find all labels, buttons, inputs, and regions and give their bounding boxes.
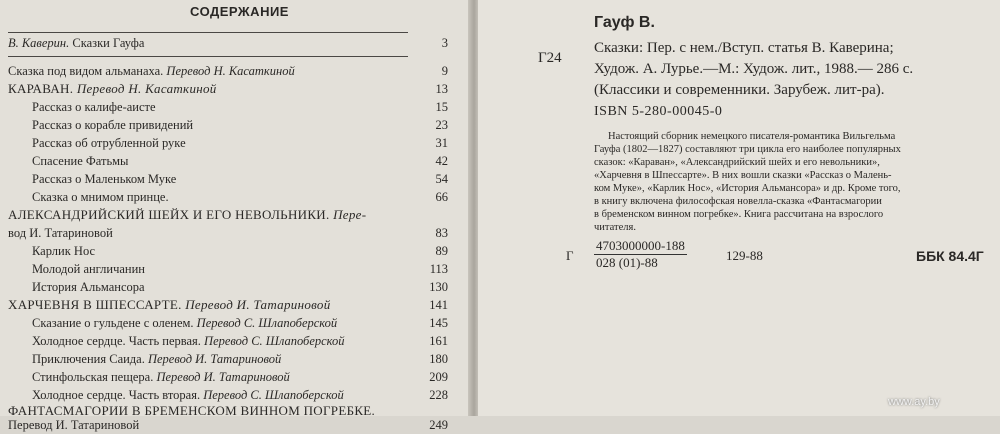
toc-entry: Холодное сердце. Часть вторая. Перевод С. Шлапоберской 228 — [32, 388, 448, 402]
toc-entry: Холодное сердце. Часть первая. Перевод С. Шлапоберской 161 — [32, 334, 448, 348]
biblio-line: Худож. А. Лурье.—М.: Худож. лит., 1988.— 286 с. — [594, 61, 914, 77]
annotation-line: сказок: «Караван», «Александрийский шейх и его невольники», — [594, 157, 880, 168]
toc-entry: Сказка о мнимом принце. 66 — [32, 190, 448, 204]
toc-entry: ХАРЧЕВНЯ В ШПЕССАРТЕ. Перевод И. Татариновой 141 — [8, 297, 448, 312]
toc-entry: Перевод И. Татариновой 249 — [8, 418, 448, 432]
toc-entry: История Альмансора 130 — [32, 280, 448, 294]
annotation — [594, 130, 974, 234]
right-page-catalog-card — [478, 0, 1000, 416]
toc-entry: ФАНТАСМАГОРИИ В БРЕМЕНСКОМ ВИННОМ ПОГРЕБКЕ. — [8, 403, 376, 418]
annotation-line: в книгу включена философская новелла-сказка «Фантасмагории — [594, 196, 882, 207]
annotation-line: «Харчевня в Шпессарте». В них вошли сказки «Рассказ о Малень- — [594, 170, 892, 181]
toc-entry: Молодой англичанин 113 — [32, 262, 448, 276]
toc-entry: вод И. Татариновой 83 — [8, 226, 448, 240]
toc-entry: Сказка под видом альманаха. Перевод Н. Касаткиной 9 — [8, 64, 448, 78]
toc-entry: КАРАВАН. Перевод Н. Касаткиной 13 — [8, 81, 448, 96]
toc-entry: Карлик Нос 89 — [32, 244, 448, 258]
section-divider — [8, 56, 408, 57]
toc-entry: Спасение Фатьмы 42 — [32, 154, 448, 168]
biblio-line: Сказки: Пер. с нем./Вступ. статья В. Каверина; — [594, 40, 894, 56]
fraction-denominator: 028 (01)-88 — [596, 255, 658, 270]
catalog-code: Г24 — [538, 50, 562, 66]
toc-entry: Рассказ о Маленьком Муке 54 — [32, 172, 448, 186]
toc-entry: Рассказ о корабле привидений 23 — [32, 118, 448, 132]
index-suffix: 129-88 — [726, 248, 763, 263]
isbn: ISBN 5-280-00045-0 — [594, 104, 723, 119]
toc-entry: В. Каверин. Сказки Гауфа 3 — [8, 36, 448, 50]
toc-heading: СОДЕРЖАНИЕ — [190, 4, 289, 19]
biblio-line: (Классики и современники. Зарубеж. лит-ра). — [594, 82, 885, 98]
fraction-numerator: 4703000000-188 — [596, 238, 685, 253]
bbk-code: ББК 84.4Г — [916, 248, 984, 264]
annotation-line: Настоящий сборник немецкого писателя-романтика Вильгельма — [608, 131, 896, 142]
toc-entry: Стинфольская пещера. Перевод И. Татариновой 209 — [32, 370, 448, 384]
index-fraction — [594, 238, 687, 271]
catalog-author: Гауф В. — [594, 14, 655, 31]
toc-entry: АЛЕКСАНДРИЙСКИЙ ШЕЙХ И ЕГО НЕВОЛЬНИКИ. Пере- — [8, 207, 367, 222]
toc-entry: Рассказ об отрубленной руке 31 — [32, 136, 448, 150]
toc-entry: Сказание о гульдене с оленем. Перевод С. Шлапоберской 145 — [32, 316, 448, 330]
bibliographic-description — [594, 38, 984, 101]
annotation-line: в бременском винном погребке». Книга рассчитана на взрослого — [594, 209, 884, 220]
annotation-line: ком Муке», «Карлик Нос», «История Альмансора» и др. Кроме того, — [594, 183, 901, 194]
toc-entry: Рассказ о калифе-аисте 15 — [32, 100, 448, 114]
index-letter: Г — [566, 248, 574, 263]
watermark: www.ay.by — [888, 396, 940, 408]
left-page-table-of-contents — [0, 0, 470, 432]
annotation-line: читателя. — [594, 222, 636, 233]
top-divider — [8, 32, 408, 33]
toc-entry: Приключения Саида. Перевод И. Татариновой 180 — [32, 352, 448, 366]
annotation-line: Гауфа (1802—1827) составляют три цикла его наиболее популярных — [594, 144, 901, 155]
